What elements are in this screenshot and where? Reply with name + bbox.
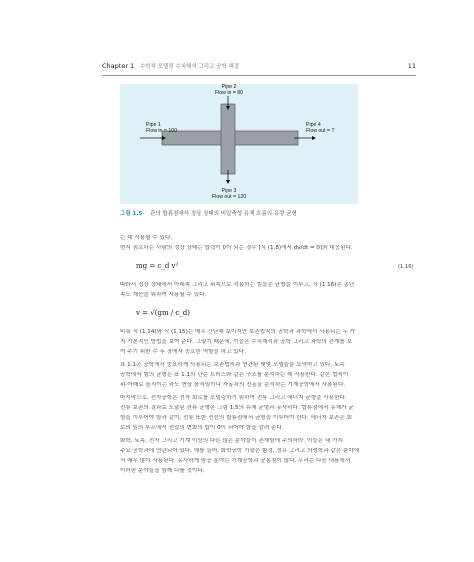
equation-1-16: mg = c_d v² — [136, 262, 179, 270]
body-line: 로의 임의 루프에서 전압의 변화의 합이 0이 되어야 함을 알려 준다. — [120, 425, 284, 431]
pipe4-label — [306, 122, 334, 134]
body-line: 서 매우 많이 사용된다. 유사하게 항공 분야는 기계공학과 공통점이 많다. 우리는 다음 내용에서 — [120, 458, 351, 464]
pipe2-name: Pipe 2 — [221, 84, 237, 90]
chapter-subtitle: 수학적 모델링 수치해석 그리고 공학 해결 — [140, 64, 240, 70]
equation-terminal-velocity: v = √(gm / c_d) — [136, 309, 191, 317]
body-line: 주요 공학과에 연관되어 있다. 예를 들어, 화학공학 기술은 환경, 정유 그리고 의생학과 같은 분야에 — [120, 448, 360, 454]
figure-caption-text: 관의 합류점에서 정상 상태의 비압축성 유체 흐름의 유량 균형 — [150, 211, 297, 217]
body-line: 공학에서 힘의 균형은 표 1.1의 단순 트러스와 같은 구조를 분석하는 데 사용한다. 같은 법칙이 — [120, 372, 349, 378]
pipe1-label — [146, 122, 177, 134]
pipe-cross-shape — [162, 104, 298, 174]
pipe1-name: Pipe 1 — [146, 122, 161, 128]
equation-number: (1.16) — [398, 264, 414, 270]
page-number: 11 — [407, 62, 416, 70]
body-line: 번지 점프하는 사람의 정상 상태는 합력이 0이 되는 경우 [식 (1.8)에서 dv/dt = 0]와 대응된다. — [120, 245, 353, 251]
body-line: 는 데 사용될 수 있다. — [120, 235, 173, 241]
running-header — [102, 62, 416, 76]
body-line: 비록 식 (1.14)와 식 (1.15)는 매우 간단해 보이지만 보존법칙의 공학과 과학에서 사용되는 두 가 — [120, 329, 356, 335]
pipe1-flow: Flow in = 100 — [146, 128, 177, 134]
body-line: 위-아래로 움직이는 과도 현상 움직임이나 자동차의 진동을 분석하는 기계공학에서 사용된다. — [120, 382, 346, 388]
header-rule — [102, 75, 416, 76]
pipe4-name: Pipe 4 — [306, 122, 321, 128]
pipe-junction-figure — [120, 84, 358, 204]
body-line: 형을 이루어야 함과 같이, 전류 또한 전선의 합류점에서 균형을 이루어야 한다. 에너지 보존은 회 — [120, 415, 353, 421]
body-line: 따라서 정상 상태에서 아래쪽 그리고 위쪽으로 작용하는 힘들은 균형을 이루고, 식 (1.16)은 종단 — [120, 282, 355, 288]
figure-number: 그림 1.5 — [120, 211, 143, 217]
body-line: 마지막으로, 전자공학은 전자 회로를 모델링하기 위하여 전류 그리고 에너지 균형을 사용한다. — [120, 395, 347, 401]
body-line: 여 주기 위한 수 후 장에서 중요한 역할을 하고 있다. — [120, 349, 246, 355]
body-line: 표 1.1은 공학에서 중요하게 사용되는 보존법칙과 연관된 몇몇 모델들을 요약하고 있다. 토목 — [120, 362, 345, 368]
body-line: 이러한 분야들을 함께 다룰 것이다. — [120, 468, 205, 474]
body-line: 지 기본적인 방법을 보여 준다. 그렇기 때문에, 이들은 수치해석과 공학 그리고 과학의 관계를 보 — [120, 339, 353, 345]
pipe2-label — [214, 84, 244, 96]
body-line: 전류 보존의 결과로 도출된 전류 균형은 그림 1.5의 유체 균형과 유사하다. 합류점에서 유체가 균 — [120, 405, 354, 411]
body-line: 화학, 토목, 전자 그리고 기계 이상의 다른 많은 분야들이 존재함에 주의하라. 이들은 네 가지 — [120, 438, 343, 444]
pipe-junction-diagram — [120, 84, 358, 204]
pipe3-label — [212, 188, 246, 200]
pipe3-name: Pipe 3 — [221, 188, 237, 194]
body-line: 속도 계산을 위하여 사용될 수 있다. — [120, 292, 207, 298]
pipe3-flow: Flow out = 120 — [212, 194, 247, 200]
pipe4-flow: Flow out = ? — [306, 128, 335, 134]
chapter-label: Chapter 1 — [102, 62, 135, 70]
figure-caption — [120, 209, 297, 217]
pipe2-flow: Flow in = 80 — [214, 90, 244, 96]
